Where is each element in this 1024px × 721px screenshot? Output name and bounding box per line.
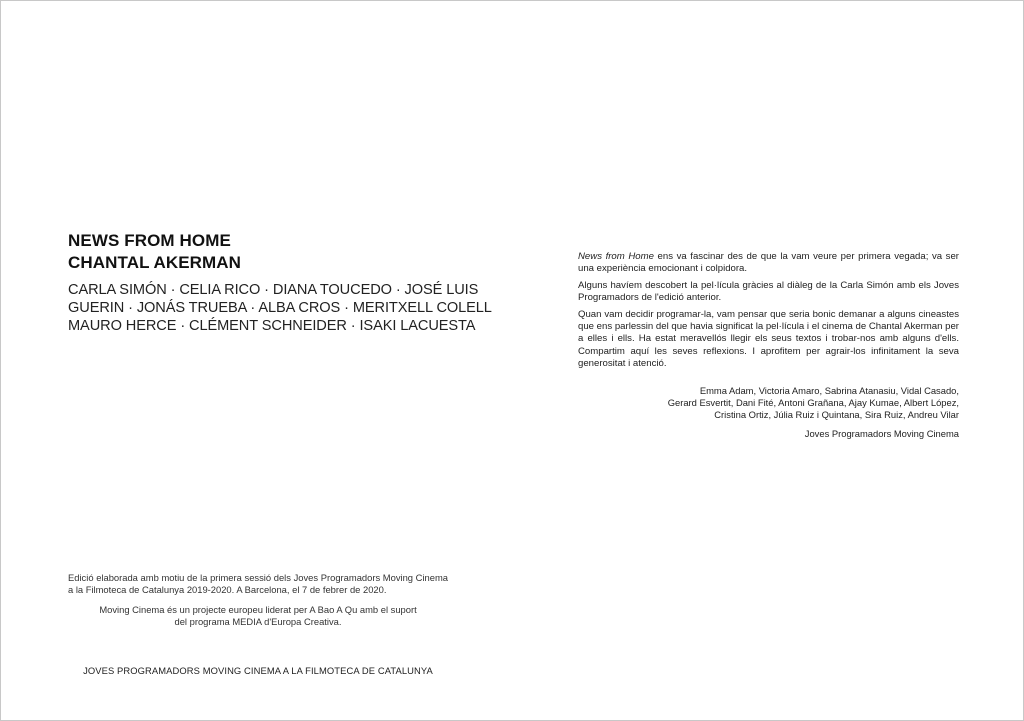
directors-line: CARLA SIMÓN · CELIA RICO · DIANA TOUCEDO · JOSÉ LUIS — [68, 282, 479, 298]
footer-text: JOVES PROGRAMADORS MOVING CINEMA A LA FILMOTECA DE CATALUNYA — [83, 665, 433, 676]
directors-line: MAURO HERCE · CLÉMENT SCHNEIDER · ISAKI LACUESTA — [68, 318, 476, 334]
film-title: News from Home — [578, 251, 654, 262]
project-note-line: del programa MEDIA d'Europa Creativa. — [174, 615, 342, 627]
signature-organization: Joves Programadors Moving Cinema — [804, 427, 959, 439]
directors-line: GUERIN · JONÁS TRUEBA · ALBA CROS · MERITXELL COLELL — [68, 300, 492, 316]
signature-line: Cristina Ortiz, Júlia Ruiz i Quintana, Sira Ruiz, Andreu Vilar — [714, 409, 959, 421]
paragraph — [578, 251, 959, 276]
paragraph: Quan vam decidir programar-la, vam pensar que seria bonic demanar a alguns cineastes que ens parlessin del que havia significat la pel·lícula i el cinema de Chantal Akerman per a elles i ells. Ha estat meravellós llegir els seus textos i trobar-nos amb alguns d'ells. Compartim aquí les seves reflexions. I aprofitem per agrair-los infinitament la seva generositat i atenció. — [578, 308, 959, 370]
intro-text — [578, 251, 959, 440]
paragraph: Alguns havíem descobert la pel·lícula gràcies al diàleg de la Carla Simón amb els Joves Programadors de l'edició anterior. — [578, 279, 959, 304]
signatures — [578, 385, 959, 422]
title-block — [68, 230, 492, 335]
signature-line: Emma Adam, Victoria Amaro, Sabrina Atanasiu, Vidal Casado, — [699, 384, 959, 396]
paragraph-text: ens va fascinar des de que la vam veure per primera vegada; va ser una experiència emocionant i colpidora. — [578, 251, 959, 275]
signature-line: Gerard Esvertit, Dani Fité, Antoni Grañana, Ajay Kumae, Albert López, — [667, 397, 959, 409]
colophon — [68, 572, 448, 627]
directors-list — [68, 281, 492, 335]
edition-note: Edició elaborada amb motiu de la primera sessió dels Joves Programadors Moving Cinema a la Filmoteca de Catalunya 2019-2020. A Barcelona, el 7 de febrer de 2020. — [68, 572, 448, 595]
document-subtitle: CHANTAL AKERMAN — [68, 253, 242, 272]
project-note — [68, 604, 448, 627]
document-title: NEWS FROM HOME — [68, 231, 231, 250]
project-note-line: Moving Cinema és un projecte europeu liderat per A Bao A Qu amb el suport — [99, 604, 417, 615]
